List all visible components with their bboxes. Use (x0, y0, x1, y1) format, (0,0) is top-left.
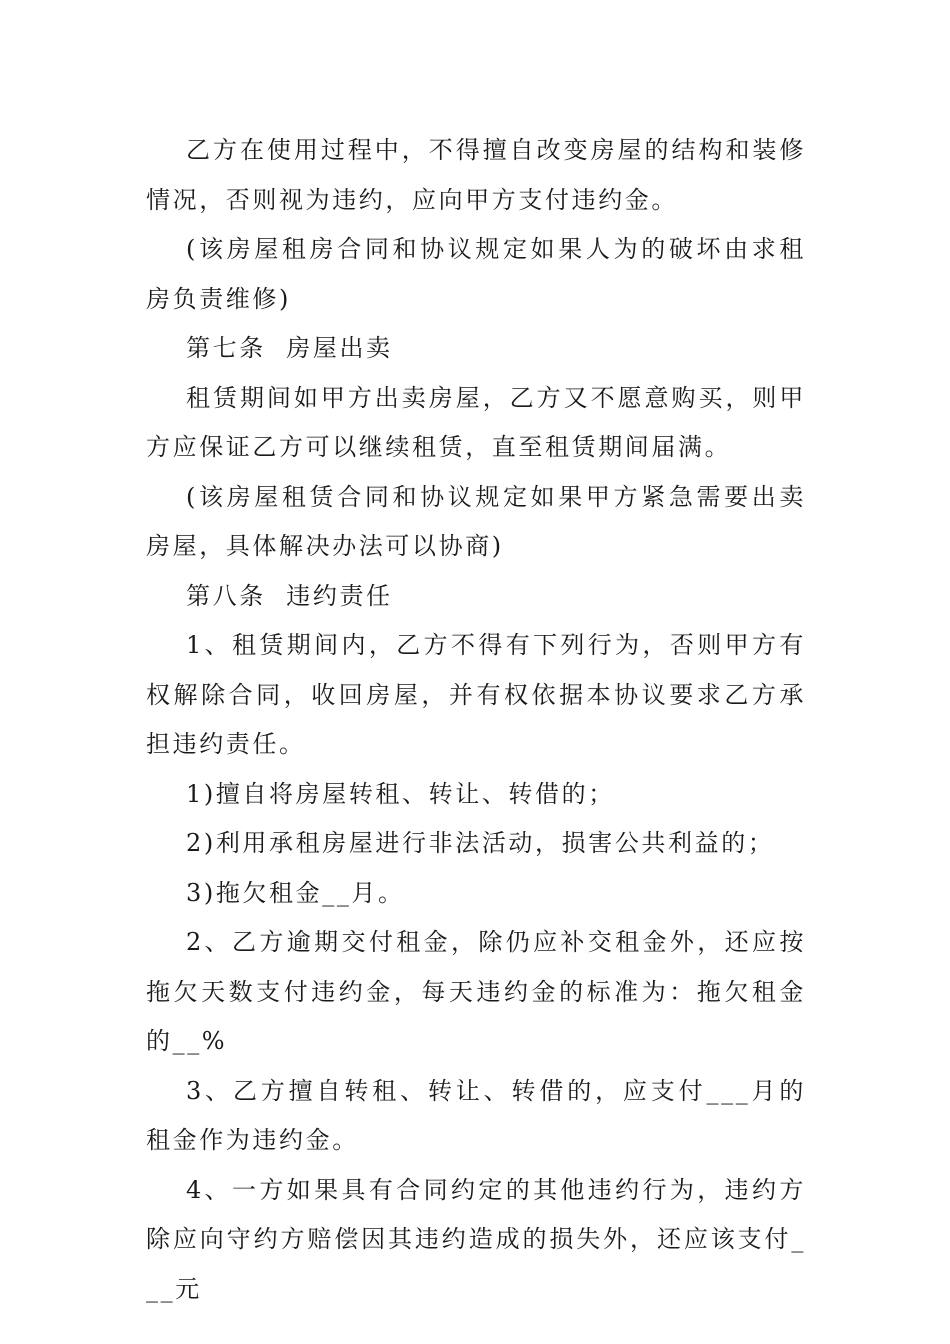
paragraph-sub-item-3: 3)拖欠租金__月。 (186, 878, 405, 907)
paragraph-breach-item-3: 3、乙方擅自转租、转让、转借的，应支付___月的租金作为违约金。 (146, 1076, 806, 1154)
paragraph-alteration-clause: 乙方在使用过程中，不得擅自改变房屋的结构和装修情况，否则视为违约，应向甲方支付违约金。 (146, 136, 806, 214)
article-7-heading: 第七条 房屋出卖 (186, 334, 393, 362)
paragraph-sale-clause: 租赁期间如甲方出卖房屋，乙方又不愿意购买，则甲方应保证乙方可以继续租赁，直至租赁期间届满。 (146, 383, 806, 461)
paragraph-repair-note: (该房屋租房合同和协议规定如果人为的破坏由求租房负责维修) (146, 235, 806, 313)
paragraph-breach-item-2: 2、乙方逾期交付租金，除仍应补交租金外，还应按拖欠天数支付违约金，每天违约金的标准为：拖欠租金的__% (146, 928, 806, 1055)
article-8-heading: 第八条 违约责任 (186, 581, 393, 610)
document-body (146, 126, 806, 1314)
paragraph-sub-item-1: 1)擅自将房屋转租、转让、转借的； (186, 779, 615, 808)
paragraph-breach-item-1: 1、租赁期间内，乙方不得有下列行为，否则甲方有权解除合同，收回房屋，并有权依据本协议要求乙方承担违约责任。 (146, 631, 806, 758)
paragraph-sub-item-2: 2)利用承租房屋进行非法活动，损害公共利益的； (186, 829, 775, 857)
paragraph-sale-note: (该房屋租赁合同和协议规定如果甲方紧急需要出卖房屋，具体解决办法可以协商) (146, 482, 806, 560)
paragraph-breach-item-4: 4、一方如果具有合同约定的其他违约行为，违约方除应向守约方赔偿因其违约造成的损失外，还应该支付___元 (146, 1175, 806, 1303)
